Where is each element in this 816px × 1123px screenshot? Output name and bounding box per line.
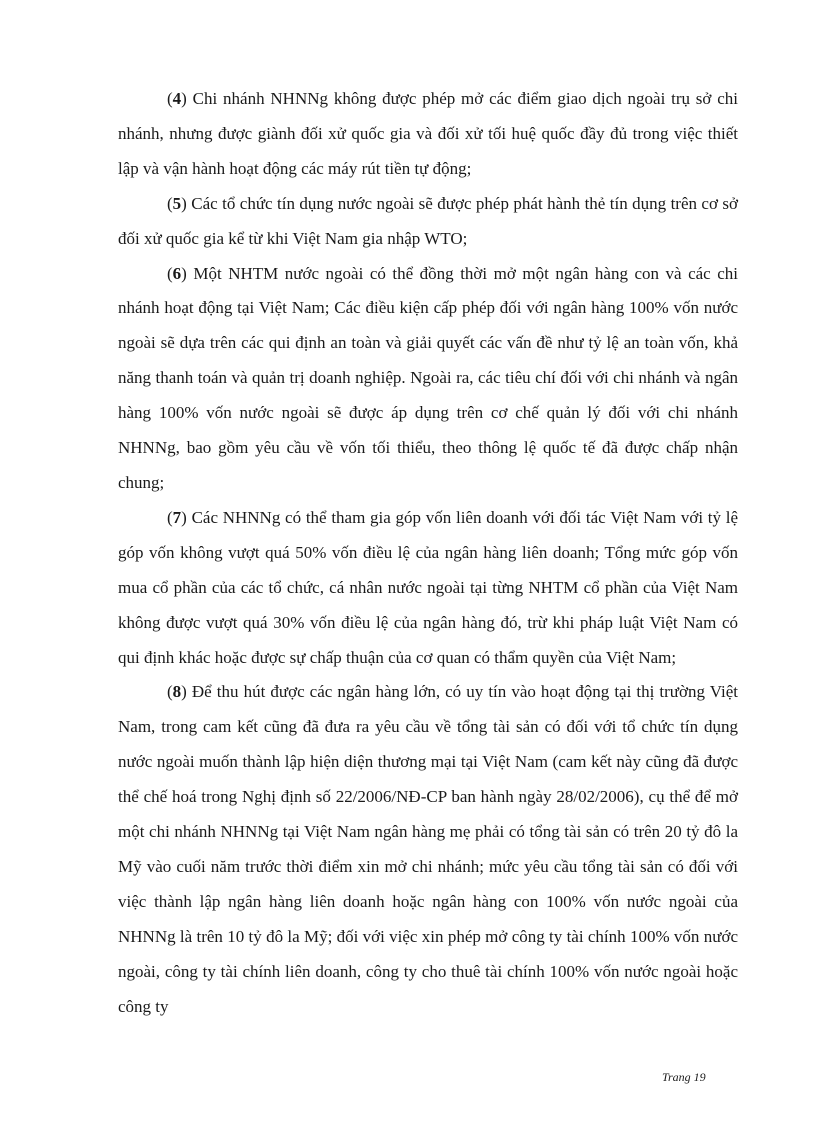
paragraph-7: (7) Các NHNNg có thể tham gia góp vốn liên doanh với đối tác Việt Nam với tỷ lệ góp vốn không vượt quá 50% vốn điều lệ của ngân hàng liên doanh; Tổng mức góp vốn mua cổ phần của các tổ chức, cá nhân nước ngoài tại từng NHTM cổ phần của Việt Nam không được vượt quá 30% vốn điều lệ của ngân hàng đó, trừ khi pháp luật Việt Nam có qui định khác hoặc được sự chấp thuận của cơ quan có thẩm quyền của Việt Nam;	[118, 507, 738, 667]
paragraph-text: Các NHNNg có thể tham gia góp vốn liên doanh với đối tác Việt Nam với tỷ lệ góp vốn không vượt quá 50% vốn điều lệ của ngân hàng liên doanh; Tổng mức góp vốn mua cổ phần của các tổ chức, cá nhân nước ngoài tại từng NHTM cổ phần của Việt Nam không được vượt quá 30% vốn điều lệ của ngân hàng đó, trừ khi pháp luật Việt Nam có qui định khác hoặc được sự chấp thuận của cơ quan có thẩm quyền của Việt Nam;	[118, 507, 738, 667]
paragraph-text: Chi nhánh NHNNg không được phép mở các điểm giao dịch ngoài trụ sở chi nhánh, nhưng được giành đối xử quốc gia và đối xử tối huệ quốc đầy đủ trong việc thiết lập và vận hành hoạt động các máy rút tiền tự động;	[118, 89, 738, 178]
paragraph-number: 5	[172, 193, 182, 213]
paragraph-number: 7	[172, 507, 182, 527]
paragraph-6: (6) Một NHTM nước ngoài có thể đồng thời mở một ngân hàng con và các chi nhánh hoạt động tại Việt Nam; Các điều kiện cấp phép đối với ngân hàng 100% vốn nước ngoài sẽ dựa trên các qui định an toàn và giải quyết các vấn đề như tỷ lệ an toàn vốn, khả năng thanh toán và quản trị doanh nghiệp. Ngoài ra, các tiêu chí đối với chi nhánh và ngân hàng 100% vốn nước ngoài sẽ được áp dụng trên cơ chế quản lý đối với chi nhánh NHNNg, bao gồm yêu cầu về vốn tối thiểu, theo thông lệ quốc tế đã được chấp nhận chung;	[118, 263, 738, 492]
paragraph-number: 4	[172, 89, 182, 108]
document-body	[118, 82, 738, 1024]
paragraph-number: 6	[172, 263, 182, 283]
paragraph-number: 8	[172, 682, 182, 702]
paragraph-5: (5) Các tổ chức tín dụng nước ngoài sẽ được phép phát hành thẻ tín dụng trên cơ sở đối xử quốc gia kể từ khi Việt Nam gia nhập WTO;	[118, 193, 738, 248]
paragraph-8: (8) Để thu hút được các ngân hàng lớn, có uy tín vào hoạt động tại thị trường Việt Nam, trong cam kết cũng đã đưa ra yêu cầu về tổng tài sản có đối với tổ chức tín dụng nước ngoài muốn thành lập hiện diện thương mại tại Việt Nam (cam kết này cũng đã được thể chế hoá trong Nghị định số 22/2006/NĐ-CP ban hành ngày 28/02/2006), cụ thể để mở một chi nhánh NHNNg tại Việt Nam ngân hàng mẹ phải có tổng tài sản có trên 20 tỷ đô la Mỹ vào cuối năm trước thời điểm xin mở chi nhánh; mức yêu cầu tổng tài sản có đối với việc thành lập ngân hàng liên doanh hoặc ngân hàng con 100% vốn nước ngoài của NHNNg là trên 10 tỷ đô la Mỹ; đối với việc xin phép mở công ty tài chính 100% vốn nước ngoài, công ty tài chính liên doanh, công ty cho thuê tài chính 100% vốn nước ngoài hoặc công ty	[118, 682, 738, 1016]
paragraph-text: Một NHTM nước ngoài có thể đồng thời mở một ngân hàng con và các chi nhánh hoạt động tại Việt Nam; Các điều kiện cấp phép đối với ngân hàng 100% vốn nước ngoài sẽ dựa trên các qui định an toàn và giải quyết các vấn đề như tỷ lệ an toàn vốn, khả năng thanh toán và quản trị doanh nghiệp. Ngoài ra, các tiêu chí đối với chi nhánh và ngân hàng 100% vốn nước ngoài sẽ được áp dụng trên cơ chế quản lý đối với chi nhánh NHNNg, bao gồm yêu cầu về vốn tối thiểu, theo thông lệ quốc tế đã được chấp nhận chung;	[118, 263, 738, 492]
paragraph-text: Để thu hút được các ngân hàng lớn, có uy tín vào hoạt động tại thị trường Việt Nam, trong cam kết cũng đã đưa ra yêu cầu về tổng tài sản có đối với tổ chức tín dụng nước ngoài muốn thành lập hiện diện thương mại tại Việt Nam (cam kết này cũng đã được thể chế hoá trong Nghị định số 22/2006/NĐ-CP ban hành ngày 28/02/2006), cụ thể để mở một chi nhánh NHNNg tại Việt Nam ngân hàng mẹ phải có tổng tài sản có trên 20 tỷ đô la Mỹ vào cuối năm trước thời điểm xin mở chi nhánh; mức yêu cầu tổng tài sản có đối với việc thành lập ngân hàng liên doanh hoặc ngân hàng con 100% vốn nước ngoài của NHNNg là trên 10 tỷ đô la Mỹ; đối với việc xin phép mở công ty tài chính 100% vốn nước ngoài, công ty tài chính liên doanh, công ty cho thuê tài chính 100% vốn nước ngoài hoặc công ty	[118, 682, 738, 1016]
paragraph-4: (4) Chi nhánh NHNNg không được phép mở các điểm giao dịch ngoài trụ sở chi nhánh, nhưng được giành đối xử quốc gia và đối xử tối huệ quốc đầy đủ trong việc thiết lập và vận hành hoạt động các máy rút tiền tự động;	[118, 89, 738, 178]
page-number: Trang 19	[662, 1070, 706, 1084]
paragraph-text: Các tổ chức tín dụng nước ngoài sẽ được phép phát hành thẻ tín dụng trên cơ sở đối xử quốc gia kể từ khi Việt Nam gia nhập WTO;	[118, 193, 738, 248]
